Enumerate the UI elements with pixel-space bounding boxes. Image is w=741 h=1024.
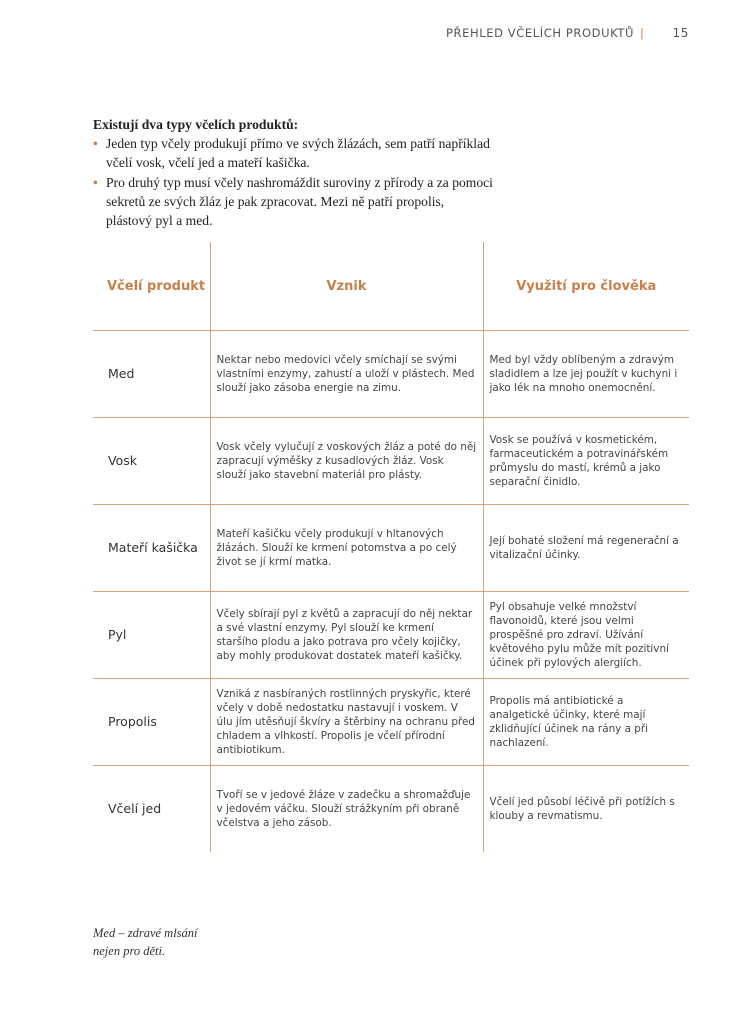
table-row (93, 331, 689, 418)
product-name: Med (93, 331, 210, 418)
product-name: Mateří kašička (93, 505, 210, 592)
bullet-icon: • (93, 136, 98, 152)
product-use: Med byl vždy oblíbeným a zdravým sladidlem a lze jej použít v kuchyni i jako lék na mnoho onemocnění. (483, 331, 689, 418)
product-use: Včelí jed působí léčivě při potížích s klouby a revmatismu. (489, 796, 675, 822)
table-row (93, 418, 689, 505)
photo-caption (93, 924, 293, 960)
running-header (446, 26, 689, 40)
caption-line: nejen pro děti. (93, 944, 166, 958)
product-origin: Vzniká z nasbíraných rostlinných pryskyřic, které včely v době nedostatku nastavují i voskem. V úlu jím utěsňují škvíry a štěrbiny na ochranu před chladem a vlhkostí. Propolis je včelí přírodní antibiotikum. (210, 679, 483, 766)
product-name: Propolis (93, 679, 210, 766)
column-header-origin: Vznik (210, 242, 483, 331)
intro-bullet-text: Jeden typ včely produkují přímo ve svých žlázách, sem patří například včelí vosk, včelí jed a mateří kašička. (106, 136, 490, 171)
intro-bullet (93, 134, 493, 172)
column-header-product: Včelí produkt (93, 242, 210, 331)
page-number: 15 (672, 26, 689, 40)
product-use: Její bohaté složení má regenerační a vitalizační účinky. (483, 505, 689, 592)
intro-section (93, 115, 493, 230)
header-separator: | (640, 26, 645, 40)
product-origin: Mateří kašičku včely produkují v hltanových žlázách. Slouží ke krmení potomstva a po celý život se jí krmí matka. (210, 505, 483, 592)
running-header-title: PŘEHLED VČELÍCH PRODUKTŮ (445, 26, 635, 40)
table-header-row (93, 242, 689, 331)
table-row (93, 766, 689, 853)
intro-bullet-text: Pro druhý typ musí včely nashromáždit suroviny z přírody a za pomoci sekretů ze svých žláz je pak zpracovat. Mezi ně patří propolis, plástový pyl a med. (106, 174, 493, 229)
intro-bullet-list (93, 134, 493, 230)
product-use: Vosk se používá v kosmetickém, farmaceutickém a potravinářském průmyslu do mastí, krémů a jako separační činidlo. (483, 418, 689, 505)
caption-line: Med – zdravé mlsání (93, 926, 198, 940)
table-row (93, 592, 689, 679)
product-name: Pyl (93, 592, 210, 679)
table-row (93, 679, 689, 766)
product-name: Včelí jed (108, 801, 162, 816)
intro-bullet (93, 173, 493, 231)
product-origin: Nektar nebo medovici včely smíchají se svými vlastními enzymy, zahustí a uloží v plástech. Med slouží jako zásoba energie na zimu. (210, 331, 483, 418)
product-origin: Tvoří se v jedové žláze v zadečku a shromažďuje v jedovém váčku. Slouží strážkyním při obraně včelstva a jeho zásob. (210, 766, 483, 853)
bee-products-table (93, 242, 689, 852)
product-use: Pyl obsahuje velké množství flavonoidů, které jsou velmi prospěšné pro zdraví. Užívání květového pylu může mít pozitivní účinek při pylových alergiích. (483, 592, 689, 679)
table-row (93, 505, 689, 592)
product-origin: Vosk včely vylučují z voskových žláz a poté do něj zapracují výměšky z kusadlových žláz. Vosk slouží jako stavební materiál pro plásty. (210, 418, 483, 505)
column-header-use: Využití pro člověka (483, 242, 689, 331)
bullet-icon: • (93, 174, 98, 190)
product-origin: Včely sbírají pyl z květů a zapracují do něj nektar a své vlastní enzymy. Pyl slouží ke krmení staršího plodu a jako potrava pro včely kojičky, aby mohly produkovat dostatek mateří kašičky. (210, 592, 483, 679)
product-use: Propolis má antibiotické a analgetické účinky, které mají zklidňující účinek na rány a při nachlazení. (483, 679, 689, 766)
intro-heading: Existují dva typy včelích produktů: (93, 117, 299, 132)
product-name: Vosk (93, 418, 210, 505)
